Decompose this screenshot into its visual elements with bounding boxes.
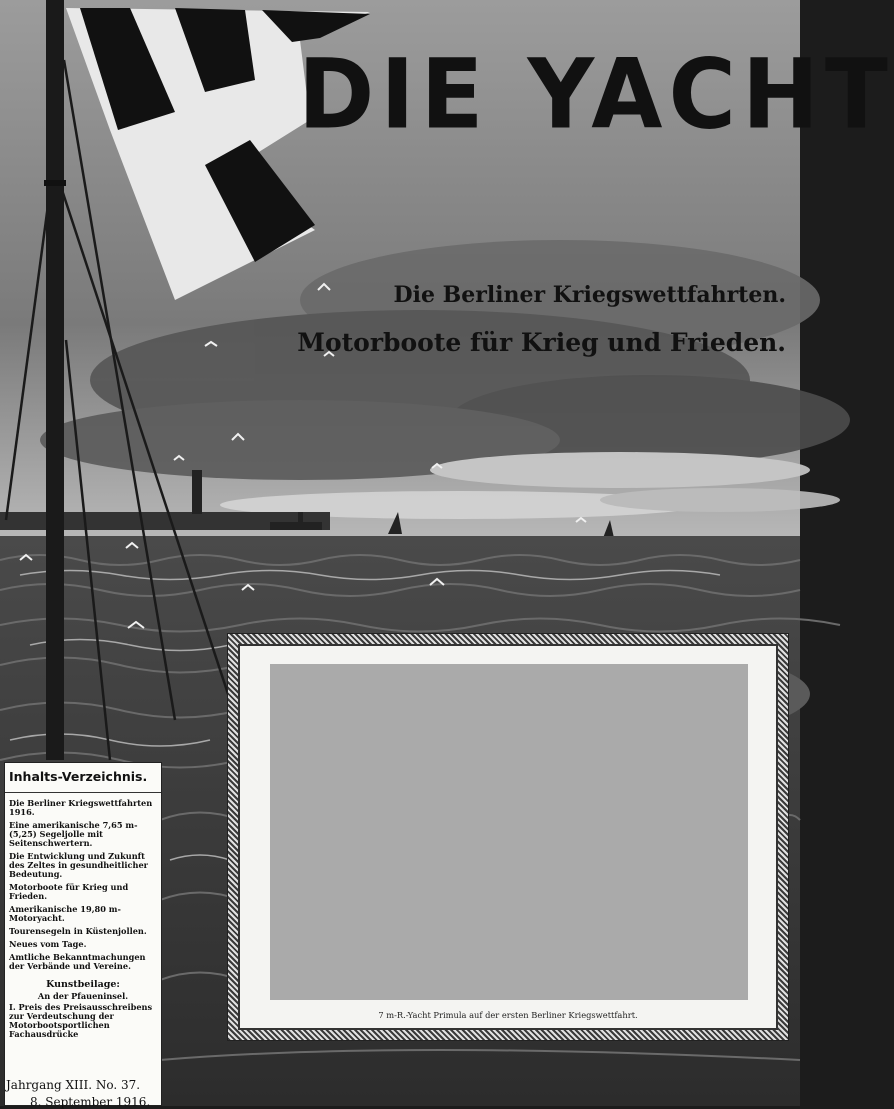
toc-item: Motorboote für Krieg und Frieden. bbox=[9, 882, 129, 901]
supplement-line: An der Pfaueninsel. bbox=[37, 991, 129, 1001]
supplement-line: I. Preis des Preisausschreibens zur Verdeutschung der Motorbootsportlichen Fachausdrücke bbox=[9, 1002, 153, 1039]
toc-item: Die Entwicklung und Zukunft des Zeltes in gesundheitlicher Bedeutung. bbox=[9, 851, 148, 879]
magazine-title: DIE YACHT bbox=[298, 38, 894, 151]
issue-volume: Jahrgang XIII. No. 37. bbox=[6, 1078, 141, 1092]
toc-divider bbox=[5, 792, 161, 793]
photo-caption: 7 m-R.-Yacht Primula auf der ersten Berliner Kriegswettfahrt. bbox=[378, 1010, 638, 1020]
yacht-photo bbox=[270, 664, 748, 1000]
mast bbox=[46, 0, 64, 760]
toc-item: Neues vom Tage. bbox=[9, 939, 87, 949]
steamship bbox=[270, 522, 322, 530]
toc-item: Tourensegeln in Küstenjollen. bbox=[9, 926, 147, 936]
toc-item: Amtliche Bekanntmachungen der Verbände und Vereine. bbox=[9, 952, 146, 971]
supplement-title: Kunstbeilage: bbox=[46, 979, 120, 990]
toc-item: Die Berliner Kriegswettfahrten 1916. bbox=[9, 798, 153, 817]
toc-list bbox=[9, 799, 157, 971]
toc-item: Amerikanische 19,80 m-Motoryacht. bbox=[9, 904, 121, 923]
headline-war-regattas: Die Berliner Kriegswettfahrten. bbox=[393, 282, 786, 308]
toc-item: Eine amerikanische 7,65 m-(5,25) Segeljolle mit Seitenschwertern. bbox=[9, 820, 138, 848]
issue-date: 8. September 1916. bbox=[30, 1095, 151, 1109]
table-of-contents bbox=[4, 762, 162, 1106]
lighthouse bbox=[192, 470, 202, 514]
headline-motorboats: Motorboote für Krieg und Frieden. bbox=[297, 328, 786, 357]
toc-title: Inhalts-Verzeichnis. bbox=[9, 769, 148, 784]
